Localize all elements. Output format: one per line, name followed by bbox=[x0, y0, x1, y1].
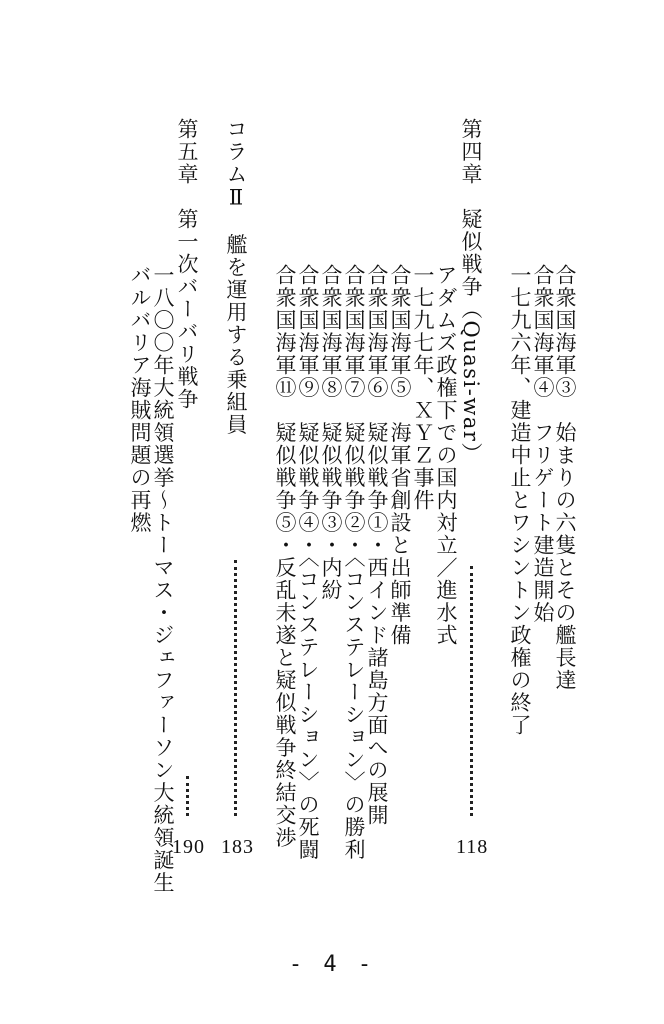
toc-line-ch3-1796: 一七九六年、建造中止とワシントン政権の終了 bbox=[508, 264, 532, 737]
toc-line-ch5-barbary: バルバリア海賊問題の再燃 bbox=[128, 264, 152, 534]
chapter-5-page-number: 190 bbox=[172, 836, 205, 858]
toc-line-ch4-naval-11: 合衆国海軍⑪ 疑似戦争⑤・反乱未遂と疑似戦争終結交渉 bbox=[273, 264, 297, 849]
toc-line-ch4-naval-5: 合衆国海軍⑤ 海軍省創設と出師準備 bbox=[388, 264, 412, 647]
chapter-4-leader bbox=[470, 566, 473, 816]
chapter-4-page-number: 118 bbox=[456, 836, 489, 858]
chapter-5-title[interactable]: 第五章 第一次バーバリ戦争 bbox=[175, 118, 199, 411]
toc-line-ch3-naval-3: 合衆国海軍③ 始まりの六隻とその艦長達 bbox=[553, 264, 577, 692]
toc-line-ch4-xyz: 一七九七年、ＸＹＺ事件 bbox=[411, 264, 435, 512]
toc-line-ch4-naval-6: 合衆国海軍⑥ 疑似戦争①・西インド諸島方面への展開 bbox=[365, 264, 389, 827]
toc-line-ch4-naval-7: 合衆国海軍⑦ 疑似戦争②・〈コンステレーション〉の勝利 bbox=[342, 264, 366, 861]
toc-line-ch4-naval-9: 合衆国海軍⑨ 疑似戦争④・〈コンステレーション〉の死闘 bbox=[296, 264, 320, 861]
page-number-footer: - 4 - bbox=[288, 952, 376, 977]
column-2-title[interactable]: コラムⅡ 艦を運用する乗組員 bbox=[224, 118, 248, 436]
chapter-4-title[interactable]: 第四章 疑似戦争（Quasi-war） bbox=[459, 118, 483, 465]
toc-line-ch5-1800-election: 一八〇〇年大統領選挙～トーマス・ジェファーソン大統領誕生 bbox=[151, 264, 175, 894]
column-2-page-number: 183 bbox=[221, 836, 254, 858]
toc-line-ch4-adams: アダムズ政権下での国内対立／進水式 bbox=[434, 264, 458, 647]
chapter-5-leader bbox=[186, 776, 189, 816]
toc-line-ch3-naval-4: 合衆国海軍④ フリゲート建造開始 bbox=[531, 264, 555, 624]
column-2-leader bbox=[234, 560, 237, 816]
toc-line-ch4-naval-8: 合衆国海軍⑧ 疑似戦争③・内紛 bbox=[319, 264, 343, 602]
